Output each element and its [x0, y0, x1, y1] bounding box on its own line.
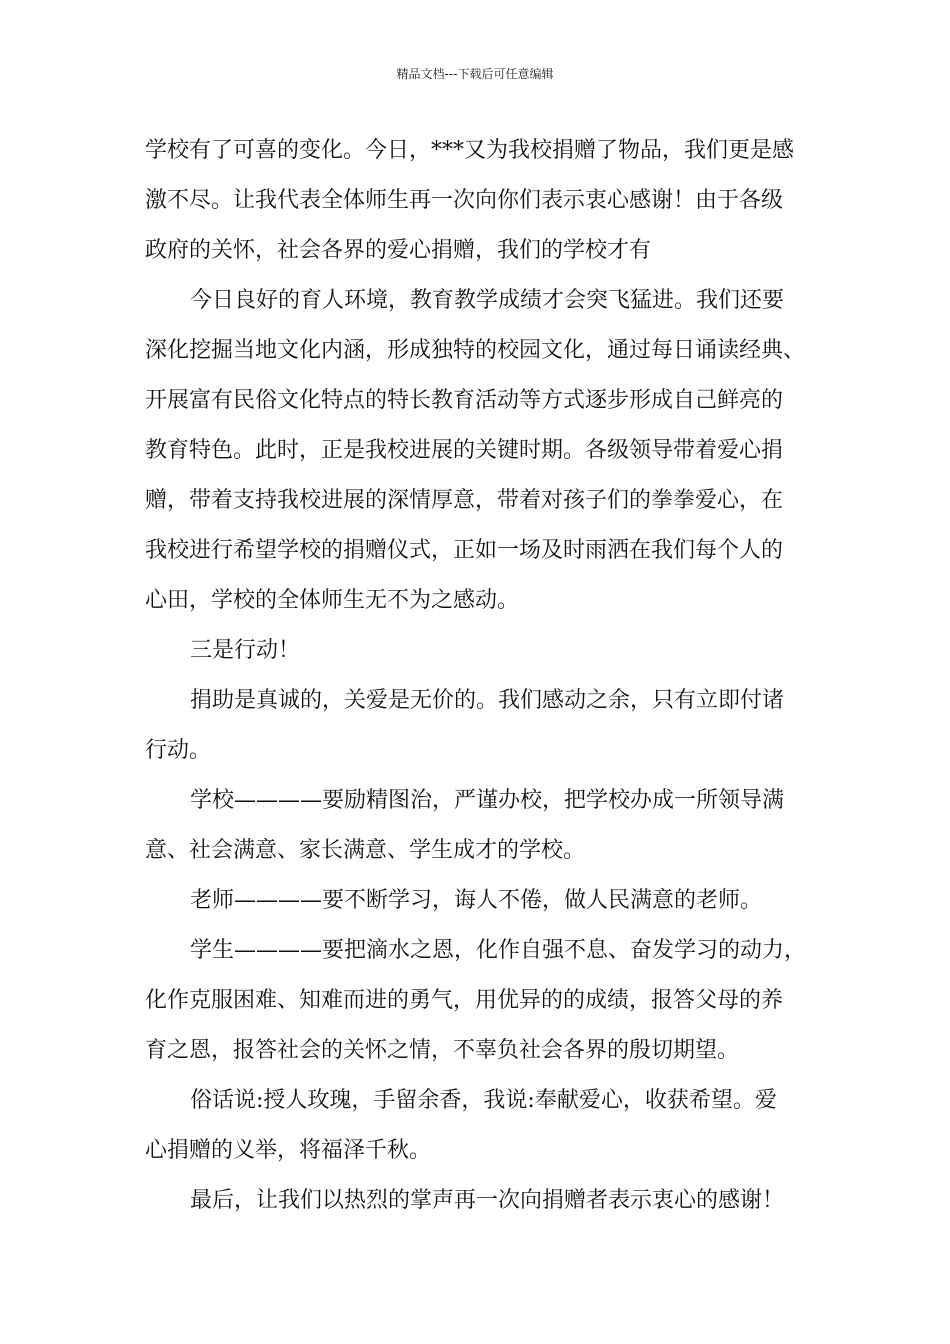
text-line: 学校————要励精图治，严谨办校，把学校办成一所领导满 [190, 788, 785, 813]
text-line: 赠，带着支持我校进展的深情厚意，带着对孩子们的拳拳爱心，在 [145, 488, 784, 513]
text-line: 深化挖掘当地文化内涵，形成独特的校园文化，通过每日诵读经典、 [145, 338, 806, 363]
text-line: 三是行动！ [190, 638, 301, 663]
text-line: 行动。 [145, 738, 212, 763]
text-line: 学生————要把滴水之恩，化作自强不息、奋发学习的动力， [190, 938, 807, 963]
text-line: 政府的关怀，社会各界的爱心捐赠，我们的学校才有 [145, 238, 652, 263]
text-line: 心田，学校的全体师生无不为之感动。 [145, 588, 520, 613]
text-line: 今日良好的育人环境，教育教学成绩才会突飞猛进。我们还要 [190, 288, 785, 313]
text-line: 学校有了可喜的变化。今日，***又为我校捐赠了物品，我们更是感 [145, 138, 795, 163]
text-line: 开展富有民俗文化特点的特长教育活动等方式逐步形成自己鲜亮的 [145, 388, 784, 413]
document-body [145, 126, 825, 1226]
text-line: 意、社会满意、家长满意、学生成才的学校。 [145, 838, 586, 863]
text-line: 化作克服困难、知难而进的勇气，用优异的的成绩，报答父母的养 [145, 988, 784, 1013]
page-header: 精品文档---下载后可任意编辑 [396, 67, 554, 81]
text-line: 教育特色。此时，正是我校进展的关键时期。各级领导带着爱心捐 [145, 438, 784, 463]
text-line: 最后，让我们以热烈的掌声再一次向捐赠者表示衷心的感谢！ [190, 1188, 785, 1213]
text-line: 心捐赠的义举，将福泽千秋。 [145, 1138, 432, 1163]
text-line: 捐助是真诚的，关爱是无价的。我们感动之余，只有立即付诸 [190, 688, 785, 713]
text-line: 育之恩，报答社会的关怀之情，不辜负社会各界的殷切期望。 [145, 1038, 740, 1063]
text-line: 老师————要不断学习，诲人不倦，做人民满意的老师。 [190, 888, 763, 913]
text-line: 俗话说:授人玫瑰，手留余香，我说:奉献爱心，收获希望。爱 [190, 1088, 777, 1113]
text-line: 激不尽。让我代表全体师生再一次向你们表示衷心感谢！由于各级 [145, 188, 784, 213]
text-line: 我校进行希望学校的捐赠仪式，正如一场及时雨洒在我们每个人的 [145, 538, 784, 563]
